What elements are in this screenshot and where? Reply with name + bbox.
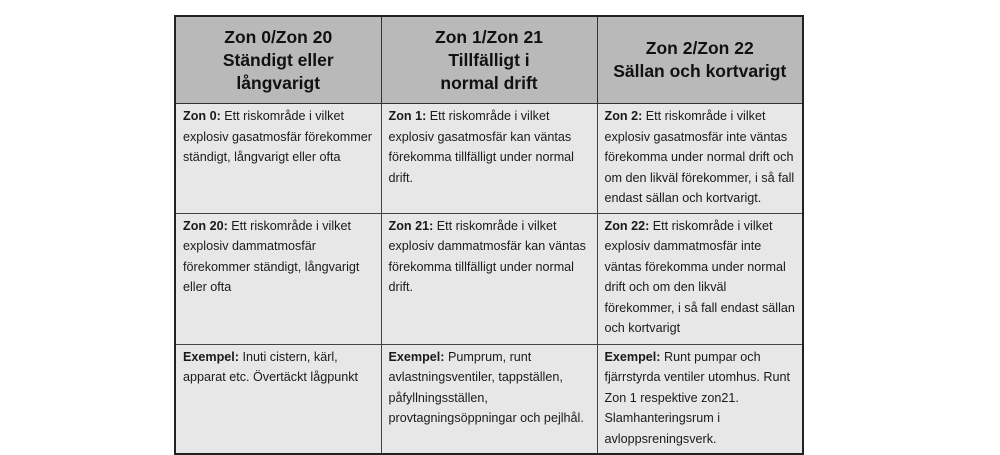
cell-label: Zon 22:: [604, 218, 650, 233]
cell-label: Zon 2:: [604, 109, 643, 123]
cell-label: Zon 1:: [388, 109, 427, 123]
cell-zone-1: [381, 104, 597, 214]
header-row: [175, 16, 803, 104]
cell-text: Pumprum, runt avlastningsventiler, tappställen, påfyllningsställen, provtagningsöppningar och pejlhål.: [388, 349, 584, 425]
cell-label: Zon 21:: [388, 218, 434, 233]
cell-text: Ett riskområde i vilket explosiv dammatmosfär inte väntas förekomma under normal drift och om den likväl förekommer, i så fall endast sällan och kortvarigt: [604, 218, 795, 335]
header-subtitle: långvarigt: [236, 72, 321, 93]
cell-text: Ett riskområde i vilket explosiv gasatmosfär förekommer ständigt, långvarigt eller ofta: [183, 109, 372, 164]
header-subtitle: Tillfälligt i: [448, 49, 530, 70]
header-title: Zon 2/Zon 22: [645, 38, 754, 58]
header-zone-2-22: [597, 16, 803, 104]
cell-text: Inuti cistern, kärl, apparat etc. Övertäckt lågpunkt: [183, 349, 359, 384]
cell-zone-2: [597, 104, 803, 214]
cell-text: Ett riskområde i vilket explosiv gasatmosfär inte väntas förekomma under normal drift och om den likväl förekommer, i så fall endast sällan och kortvarigt.: [604, 109, 795, 205]
header-title: Zon 1/Zon 21: [435, 26, 543, 47]
header-subtitle: normal drift: [440, 72, 538, 93]
header-title: Zon 0/Zon 20: [224, 26, 333, 47]
cell-example-zone-1: [381, 344, 597, 454]
cell-zone-21: [381, 213, 597, 344]
cell-zone-20: [175, 213, 381, 344]
cell-label: Zon 20:: [183, 218, 228, 233]
cell-example-zone-2: [597, 344, 803, 454]
cell-label: Zon 0:: [183, 109, 221, 123]
cell-text: Ett riskområde i vilket explosiv dammatmosfär kan väntas förekomma tillfälligt under normal drift.: [388, 218, 586, 294]
header-zone-0-20: [175, 16, 381, 104]
zone-classification-table: [174, 15, 804, 455]
cell-text: Ett riskområde i vilket explosiv gasatmosfär kan väntas förekomma tillfälligt under normal drift.: [388, 109, 574, 185]
cell-text: Runt pumpar och fjärrstyrda ventiler utomhus. Runt Zon 1 respektive zon21. Slamhanteringsrum i avloppsreningsverk.: [604, 349, 790, 446]
cell-label: Exempel:: [604, 349, 661, 364]
table-row-gas: [175, 104, 803, 214]
header-zone-1-21: [381, 16, 597, 104]
cell-text: Ett riskområde i vilket explosiv dammatmosfär förekommer ständigt, långvarigt eller ofta: [183, 218, 360, 294]
cell-label: Exempel:: [183, 349, 239, 364]
cell-label: Exempel:: [388, 349, 445, 364]
header-subtitle: Sällan och kortvarigt: [613, 61, 787, 81]
table-row-dust: [175, 213, 803, 344]
cell-zone-0: [175, 104, 381, 214]
table-row-examples: [175, 344, 803, 454]
cell-example-zone-0: [175, 344, 381, 454]
cell-zone-22: [597, 213, 803, 344]
header-subtitle: Ständigt eller: [222, 49, 334, 70]
